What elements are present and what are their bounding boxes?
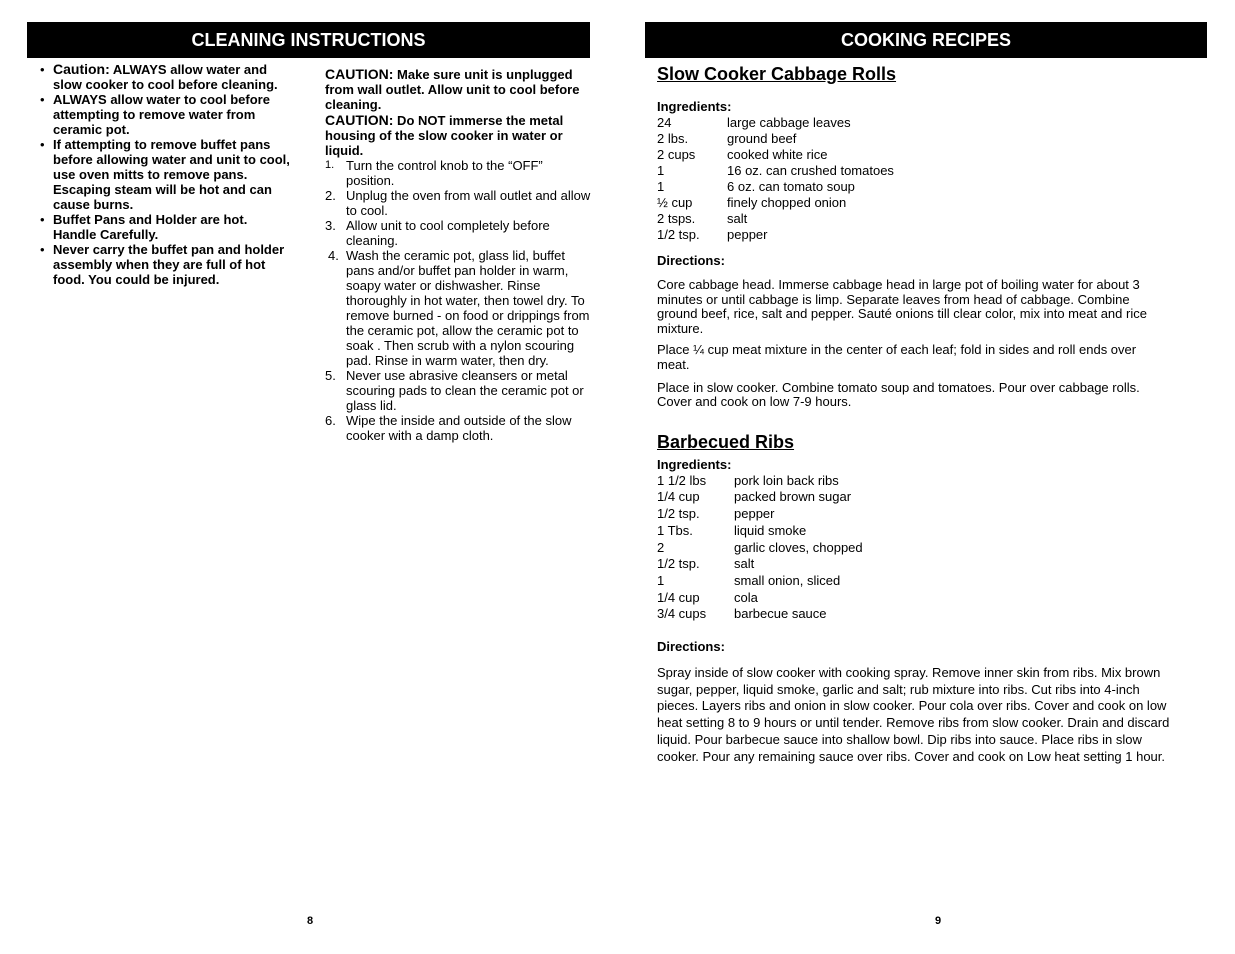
ingredient-qty: 2 lbs. (657, 131, 689, 146)
ingredient-qty: 2 tsps. (657, 211, 696, 226)
ingredient-item: 16 oz. can crushed tomatoes (727, 163, 894, 178)
bullet-text: Never carry the buffet pan and holder assembly when they are full of hot food. You could be injured. (53, 242, 285, 287)
ingredient-row (657, 147, 1172, 163)
ingredient-row (657, 211, 1172, 227)
ingredient-row (657, 163, 1172, 179)
ingredient-qty: 3/4 cups (657, 606, 707, 622)
ingredient-item: pepper (734, 506, 775, 522)
ingredient-qty: 2 (657, 539, 665, 555)
directions-paragraph: Place in slow cooker. Combine tomato soup and tomatoes. Pour over cabbage rolls. Cover and cook on low 7-9 hours. (657, 379, 1140, 410)
recipes-column (657, 62, 1172, 765)
directions-label: Directions: (657, 639, 725, 655)
caution-unplug (325, 67, 593, 112)
ingredient-qty: 2 cups (657, 147, 696, 162)
ingredient-row (657, 195, 1172, 211)
list-item (325, 368, 593, 413)
caution-text: Do NOT immerse the metal housing of the slow cooker in water or liquid. (325, 113, 564, 158)
ingredient-item: small onion, sliced (734, 572, 841, 588)
step-text: Unplug the oven from wall outlet and allow to cool. (346, 188, 591, 218)
recipe-title-barbecued-ribs: Barbecued Ribs (657, 431, 795, 452)
step-number: 1. (325, 159, 335, 171)
caution-text: Make sure unit is unplugged from wall outlet. Allow unit to cool before cleaning. (325, 67, 580, 112)
caution-text: ALWAYS allow water and slow cooker to cool before cleaning. (53, 62, 278, 92)
ingredient-item: packed brown sugar (734, 489, 852, 505)
cooking-recipes-header: COOKING RECIPES (645, 22, 1207, 58)
caution-immerse (325, 113, 593, 158)
ingredient-qty: 1/4 cup (657, 589, 700, 605)
list-item (36, 137, 294, 212)
ingredient-qty: 1 (657, 163, 665, 178)
list-item (325, 158, 593, 188)
ingredient-row (657, 506, 1172, 523)
ingredient-qty: ½ cup (657, 195, 693, 210)
recipe-title-cabbage-rolls: Slow Cooker Cabbage Rolls (657, 64, 897, 84)
page-number-right: 9 (935, 915, 942, 927)
ingredients-list-barbecued-ribs (657, 473, 1172, 623)
ingredient-row (657, 573, 1172, 590)
ingredient-item: finely chopped onion (727, 195, 847, 210)
ingredient-row (657, 179, 1172, 195)
ingredient-qty: 1/2 tsp. (657, 556, 700, 572)
ingredient-row (657, 556, 1172, 573)
caution-lead: CAUTION: (325, 66, 394, 82)
ingredients-list-cabbage-rolls (657, 115, 1172, 243)
ingredient-qty: 1 (657, 179, 665, 194)
list-item (36, 242, 294, 287)
caution-bullet-list (36, 62, 294, 287)
step-number: 3. (325, 218, 336, 233)
ingredient-item: liquid smoke (734, 522, 807, 538)
step-number: 6. (325, 413, 336, 428)
ingredient-qty: 24 (657, 115, 672, 130)
step-text: Turn the control knob to the “OFF” position. (346, 158, 543, 188)
directions-paragraph: Core cabbage head. Immerse cabbage head in large pot of boiling water for about 3 minutes or until cabbage is limp. Separate leaves from head of cabbage. Combine ground beef, rice, salt and pepper. Sauté onions till clear color, mix into meat and rice mixture. (657, 277, 1147, 336)
ingredient-item: pork loin back ribs (734, 472, 839, 488)
ingredient-qty: 1 1/2 lbs (657, 472, 707, 488)
ingredient-item: 6 oz. can tomato soup (727, 179, 855, 194)
directions-paragraph: Place ¼ cup meat mixture in the center of each leaf; fold in sides and roll ends over meat. (657, 342, 1137, 372)
list-item (325, 413, 593, 443)
ingredient-qty: 1 Tbs. (657, 522, 693, 538)
step-number: 4. (328, 248, 339, 263)
ingredient-item: cola (734, 589, 758, 605)
ingredient-item: barbecue sauce (734, 606, 827, 622)
step-text: Wipe the inside and outside of the slow cooker with a damp cloth. (346, 413, 572, 443)
step-number: 5. (325, 368, 336, 383)
cleaning-steps-list (325, 158, 593, 443)
ingredient-qty: 1/4 cup (657, 489, 700, 505)
bullet-text: Buffet Pans and Holder are hot. Handle Carefully. (53, 212, 248, 242)
ingredient-row (657, 606, 1172, 623)
caution-lead: Caution: (53, 61, 110, 77)
step-text: Never use abrasive cleansers or metal scouring pads to clean the ceramic pot or glass lid. (346, 368, 584, 413)
ingredient-item: large cabbage leaves (727, 115, 851, 130)
ingredient-item: ground beef (727, 131, 797, 146)
list-item (325, 188, 593, 218)
step-text: Wash the ceramic pot, glass lid, buffet pans and/or buffet pan holder in warm, soapy water or dishwasher. Rinse thoroughly in hot water, then towel dry. To remove burned - on food or drippings from the ceramic pot, allow the ceramic pot to soak . Then scrub with a nylon scouring pad. Rinse in warm water, then dry. (346, 248, 590, 368)
list-item (36, 62, 294, 92)
cleaning-instructions-header: CLEANING INSTRUCTIONS (27, 22, 590, 58)
ingredient-item: cooked white rice (727, 147, 828, 162)
ingredient-row (657, 131, 1172, 147)
directions-paragraph: Spray inside of slow cooker with cooking spray. Remove inner skin from ribs. Mix brown sugar, pepper, liquid smoke, garlic and salt; rub mixture into ribs. Cut ribs into 4-inch pieces. Layers ribs and onion in slow cooker. Pour cola over ribs. Cover and cook on low heat setting 8 to 9 hours or until tender. Remove ribs from slow cooker. Drain and discard liquid. Pour barbecue sauce into shallow bowl. Dip ribs into sauce. Place ribs in slow cooker. Pour any remaining sauce over ribs. Cover and cook on Low heat setting 1 hour. (657, 665, 1170, 764)
ingredient-row (657, 489, 1172, 506)
ingredient-row (657, 473, 1172, 490)
ingredient-item: salt (727, 211, 748, 226)
list-item (325, 218, 593, 248)
page-number-left: 8 (307, 915, 314, 927)
ingredient-row (657, 227, 1172, 243)
list-item (36, 92, 294, 137)
ingredient-row (657, 540, 1172, 557)
ingredient-item: garlic cloves, chopped (734, 539, 863, 555)
bullet-text: ALWAYS allow water to cool before attempting to remove water from ceramic pot. (53, 92, 270, 137)
ingredient-item: pepper (727, 227, 768, 242)
bullet-text: If attempting to remove buffet pans before allowing water and unit to cool, use oven mitts to remove pans. Escaping steam will be hot and can cause burns. (53, 137, 290, 212)
ingredient-qty: 1 (657, 572, 665, 588)
list-item (325, 248, 593, 368)
ingredients-label: Ingredients: (657, 99, 732, 114)
ingredient-row (657, 590, 1172, 607)
directions-label: Directions: (657, 253, 725, 268)
ingredient-item: salt (734, 556, 755, 572)
list-item (36, 212, 294, 242)
ingredients-label: Ingredients: (657, 456, 732, 472)
step-text: Allow unit to cool completely before cleaning. (346, 218, 550, 248)
step-number: 2. (325, 188, 336, 203)
caution-lead: CAUTION: (325, 112, 394, 128)
ingredient-row (657, 523, 1172, 540)
cleaning-steps-column (325, 67, 593, 443)
ingredient-qty: 1/2 tsp. (657, 227, 700, 242)
ingredient-row (657, 115, 1172, 131)
ingredient-qty: 1/2 tsp. (657, 506, 700, 522)
